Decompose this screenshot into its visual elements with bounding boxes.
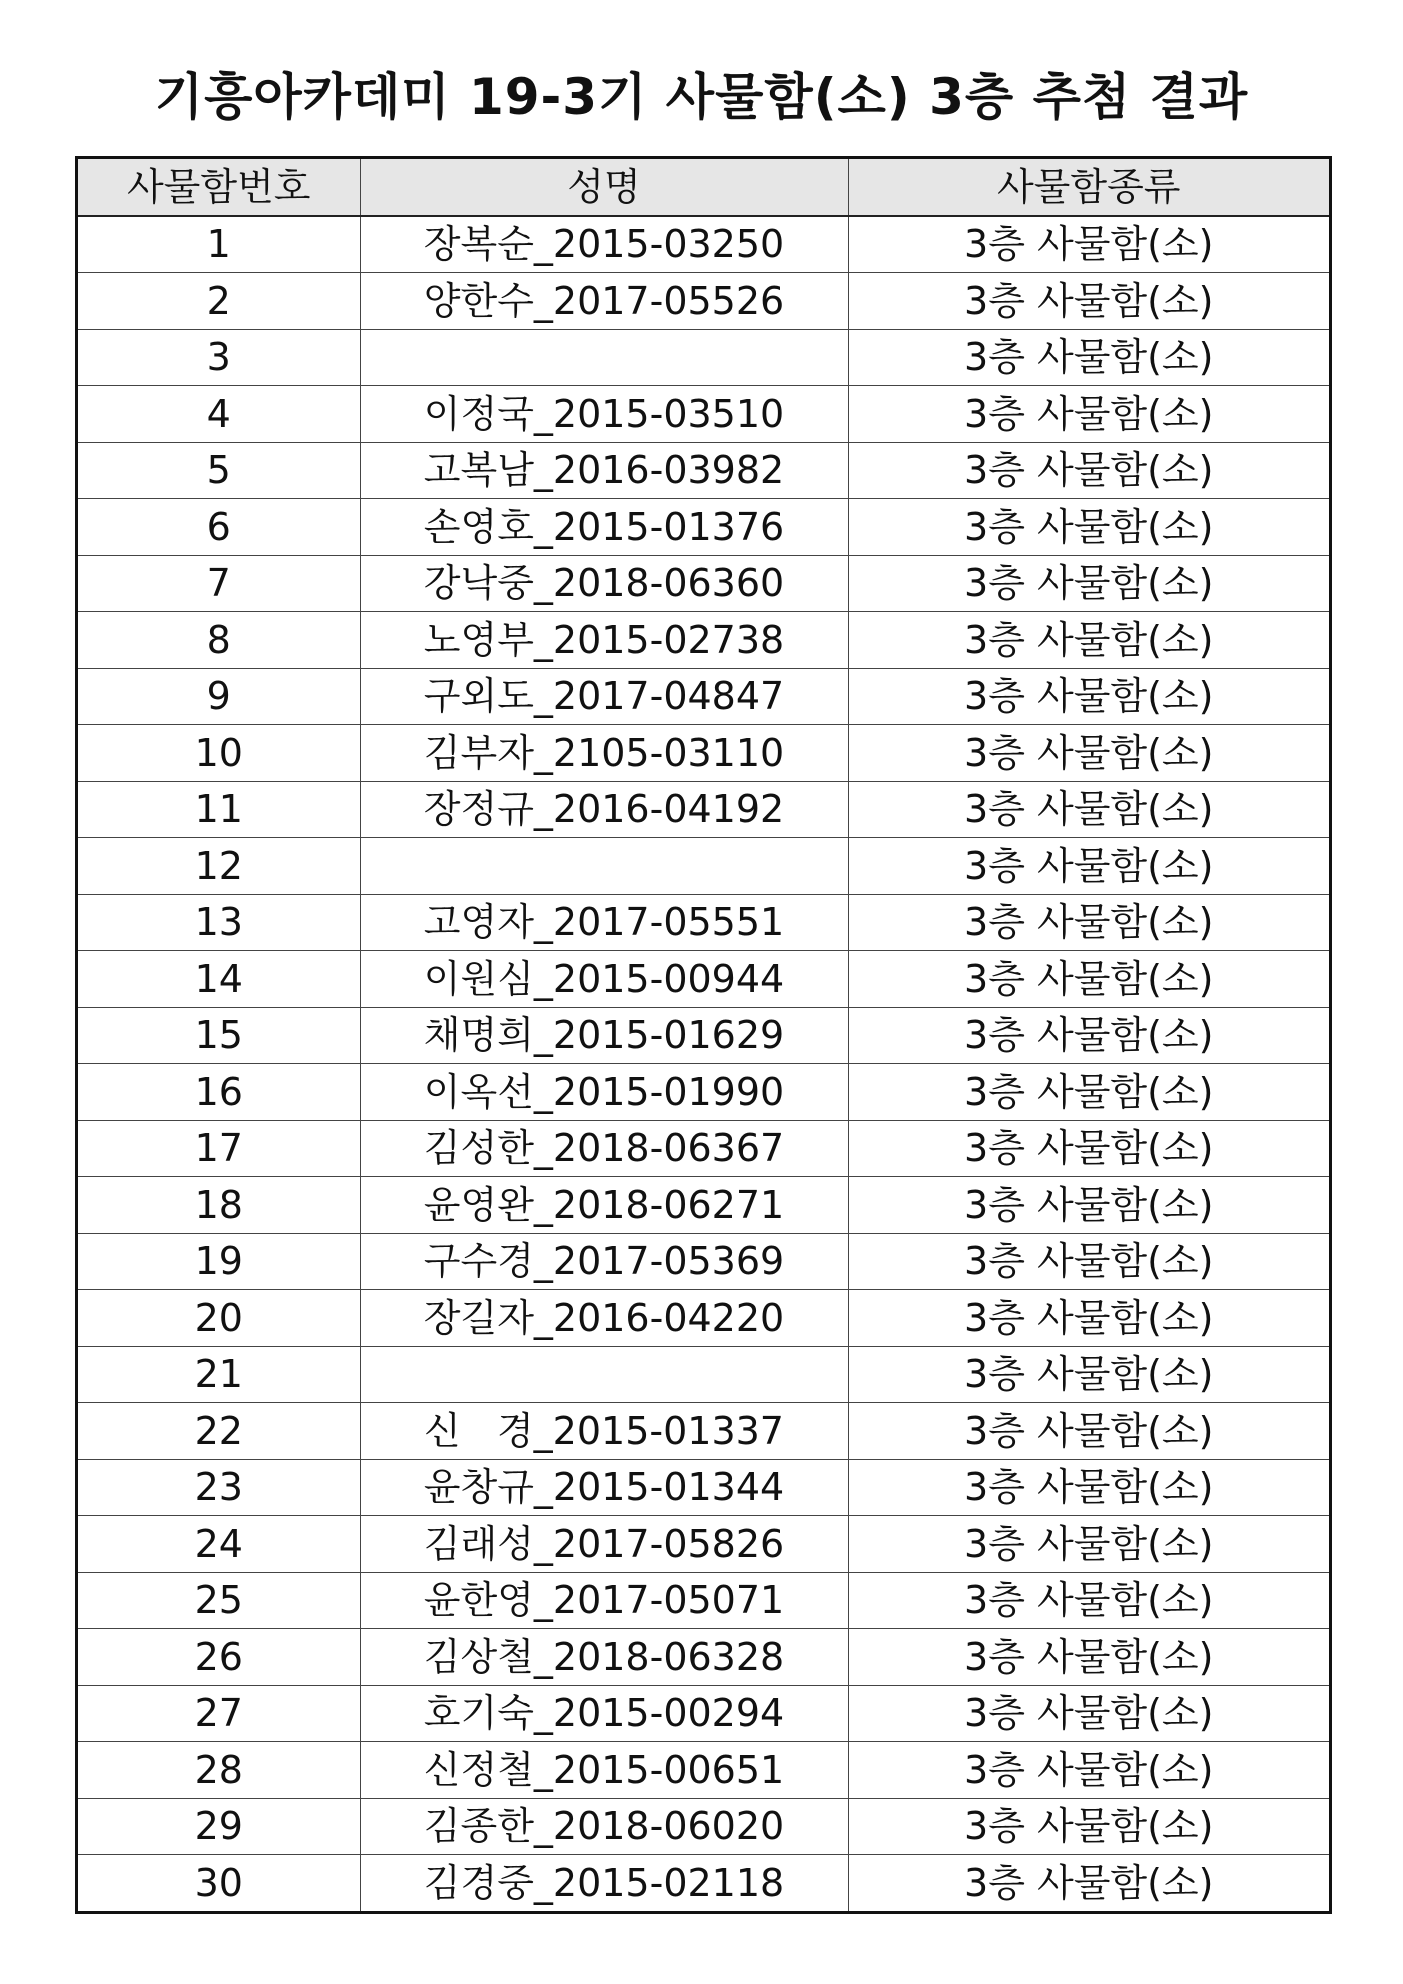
cell-name: 장길자_2016-04220 — [360, 1290, 848, 1347]
table-row — [78, 442, 1329, 499]
column-header-locker-type: 사물함종류 — [848, 159, 1329, 216]
cell-locker-number: 5 — [78, 442, 360, 499]
locker-results-table-frame — [75, 156, 1332, 1914]
cell-name: 신 경_2015-01337 — [360, 1403, 848, 1460]
table-row — [78, 555, 1329, 612]
cell-name: 구수경_2017-05369 — [360, 1233, 848, 1290]
cell-locker-type: 3층 사물함(소) — [848, 1177, 1329, 1234]
cell-locker-number: 18 — [78, 1177, 360, 1234]
cell-locker-number: 22 — [78, 1403, 360, 1460]
cell-locker-type: 3층 사물함(소) — [848, 1516, 1329, 1573]
table-row — [78, 1290, 1329, 1347]
table-row — [78, 668, 1329, 725]
cell-locker-number: 24 — [78, 1516, 360, 1573]
cell-name: 김상철_2018-06328 — [360, 1629, 848, 1686]
table-row — [78, 1177, 1329, 1234]
cell-locker-number: 10 — [78, 725, 360, 782]
table-row — [78, 1742, 1329, 1799]
cell-locker-type: 3층 사물함(소) — [848, 1798, 1329, 1855]
cell-locker-type: 3층 사물함(소) — [848, 1629, 1329, 1686]
cell-locker-number: 23 — [78, 1459, 360, 1516]
cell-name: 김성한_2018-06367 — [360, 1120, 848, 1177]
cell-name: 채명희_2015-01629 — [360, 1007, 848, 1064]
cell-locker-number: 13 — [78, 894, 360, 951]
table-row — [78, 1798, 1329, 1855]
cell-name — [360, 838, 848, 895]
cell-name: 김종한_2018-06020 — [360, 1798, 848, 1855]
cell-name: 김경중_2015-02118 — [360, 1855, 848, 1911]
cell-locker-number: 25 — [78, 1572, 360, 1629]
cell-locker-number: 1 — [78, 216, 360, 273]
cell-name: 손영호_2015-01376 — [360, 499, 848, 556]
cell-name: 김부자_2105-03110 — [360, 725, 848, 782]
cell-locker-number: 9 — [78, 668, 360, 725]
cell-name: 고복남_2016-03982 — [360, 442, 848, 499]
cell-name: 구외도_2017-04847 — [360, 668, 848, 725]
cell-name: 김래성_2017-05826 — [360, 1516, 848, 1573]
cell-locker-type: 3층 사물함(소) — [848, 329, 1329, 386]
cell-name: 장복순_2015-03250 — [360, 216, 848, 273]
cell-name: 강낙중_2018-06360 — [360, 555, 848, 612]
cell-locker-number: 29 — [78, 1798, 360, 1855]
cell-locker-number: 28 — [78, 1742, 360, 1799]
table-row — [78, 1685, 1329, 1742]
cell-locker-number: 20 — [78, 1290, 360, 1347]
cell-name: 윤창규_2015-01344 — [360, 1459, 848, 1516]
table-row — [78, 1346, 1329, 1403]
cell-locker-number: 26 — [78, 1629, 360, 1686]
cell-locker-type: 3층 사물함(소) — [848, 499, 1329, 556]
cell-locker-type: 3층 사물함(소) — [848, 1346, 1329, 1403]
cell-locker-number: 4 — [78, 386, 360, 443]
cell-name: 이원심_2015-00944 — [360, 951, 848, 1008]
cell-locker-type: 3층 사물함(소) — [848, 1742, 1329, 1799]
cell-locker-number: 16 — [78, 1064, 360, 1121]
cell-locker-number: 30 — [78, 1855, 360, 1911]
cell-locker-type: 3층 사물함(소) — [848, 1064, 1329, 1121]
table-row — [78, 1120, 1329, 1177]
table-row — [78, 894, 1329, 951]
cell-locker-number: 19 — [78, 1233, 360, 1290]
cell-locker-number: 12 — [78, 838, 360, 895]
cell-name: 이정국_2015-03510 — [360, 386, 848, 443]
cell-locker-type: 3층 사물함(소) — [848, 668, 1329, 725]
table-row — [78, 1233, 1329, 1290]
cell-locker-number: 7 — [78, 555, 360, 612]
table-row — [78, 216, 1329, 273]
cell-name: 이옥선_2015-01990 — [360, 1064, 848, 1121]
cell-locker-number: 14 — [78, 951, 360, 1008]
cell-locker-type: 3층 사물함(소) — [848, 894, 1329, 951]
column-header-name: 성명 — [360, 159, 848, 216]
table-row — [78, 1403, 1329, 1460]
cell-locker-number: 11 — [78, 781, 360, 838]
table-row — [78, 273, 1329, 330]
cell-name: 신정철_2015-00651 — [360, 1742, 848, 1799]
table-row — [78, 1459, 1329, 1516]
cell-name: 윤한영_2017-05071 — [360, 1572, 848, 1629]
cell-locker-type: 3층 사물함(소) — [848, 442, 1329, 499]
cell-name — [360, 1346, 848, 1403]
cell-locker-type: 3층 사물함(소) — [848, 838, 1329, 895]
locker-results-table — [78, 159, 1329, 1911]
table-row — [78, 329, 1329, 386]
table-row — [78, 612, 1329, 669]
cell-locker-type: 3층 사물함(소) — [848, 555, 1329, 612]
table-row — [78, 838, 1329, 895]
cell-locker-type: 3층 사물함(소) — [848, 1233, 1329, 1290]
cell-locker-type: 3층 사물함(소) — [848, 216, 1329, 273]
cell-locker-type: 3층 사물함(소) — [848, 1459, 1329, 1516]
cell-locker-number: 27 — [78, 1685, 360, 1742]
table-row — [78, 781, 1329, 838]
cell-locker-number: 21 — [78, 1346, 360, 1403]
cell-locker-type: 3층 사물함(소) — [848, 781, 1329, 838]
cell-locker-type: 3층 사물함(소) — [848, 612, 1329, 669]
table-row — [78, 1516, 1329, 1573]
cell-name: 호기숙_2015-00294 — [360, 1685, 848, 1742]
cell-locker-type: 3층 사물함(소) — [848, 725, 1329, 782]
cell-locker-number: 2 — [78, 273, 360, 330]
cell-name: 노영부_2015-02738 — [360, 612, 848, 669]
cell-name: 고영자_2017-05551 — [360, 894, 848, 951]
table-row — [78, 1855, 1329, 1911]
table-row — [78, 1629, 1329, 1686]
table-row — [78, 1572, 1329, 1629]
cell-name: 윤영완_2018-06271 — [360, 1177, 848, 1234]
cell-locker-number: 6 — [78, 499, 360, 556]
table-row — [78, 951, 1329, 1008]
column-header-locker-number: 사물함번호 — [78, 159, 360, 216]
table-row — [78, 1064, 1329, 1121]
cell-locker-type: 3층 사물함(소) — [848, 1403, 1329, 1460]
cell-locker-type: 3층 사물함(소) — [848, 273, 1329, 330]
table-row — [78, 725, 1329, 782]
cell-name — [360, 329, 848, 386]
cell-locker-number: 15 — [78, 1007, 360, 1064]
cell-locker-type: 3층 사물함(소) — [848, 386, 1329, 443]
cell-locker-type: 3층 사물함(소) — [848, 1290, 1329, 1347]
table-row — [78, 386, 1329, 443]
cell-locker-type: 3층 사물함(소) — [848, 1572, 1329, 1629]
cell-locker-number: 8 — [78, 612, 360, 669]
cell-locker-type: 3층 사물함(소) — [848, 1855, 1329, 1911]
cell-name: 양한수_2017-05526 — [360, 273, 848, 330]
table-row — [78, 1007, 1329, 1064]
cell-locker-type: 3층 사물함(소) — [848, 951, 1329, 1008]
cell-locker-type: 3층 사물함(소) — [848, 1685, 1329, 1742]
table-header-row — [78, 159, 1329, 216]
table-row — [78, 499, 1329, 556]
cell-name: 장정규_2016-04192 — [360, 781, 848, 838]
cell-locker-number: 3 — [78, 329, 360, 386]
cell-locker-number: 17 — [78, 1120, 360, 1177]
cell-locker-type: 3층 사물함(소) — [848, 1120, 1329, 1177]
cell-locker-type: 3층 사물함(소) — [848, 1007, 1329, 1064]
page-title: 기흥아카데미 19-3기 사물함(소) 3층 추첨 결과 — [154, 68, 1249, 126]
